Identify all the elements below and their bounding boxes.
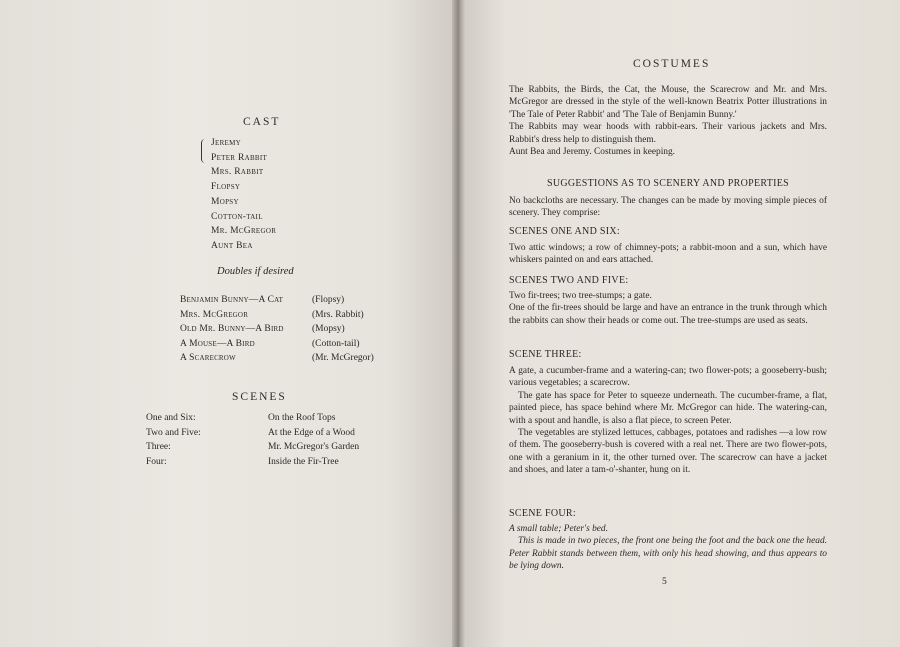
scene-row: [146, 426, 359, 441]
doubles-row: [180, 308, 374, 323]
double-actor: (Mopsy): [312, 324, 345, 334]
doubles-row: [180, 293, 374, 308]
double-role: Mrs. McGregor: [180, 309, 249, 320]
scene-setting: Mr. McGregor's Garden: [268, 442, 360, 453]
scene-label: Four:: [146, 456, 167, 467]
scene-label: Two and Five:: [146, 427, 201, 438]
scene-row: [146, 455, 359, 470]
scene-paragraph: The vegetables are stylized lettuces, cabbages, potatoes and radishes —a low row of them. The gooseberry-bush is covered with a real net. There are two flower-pots, one with a geranium in it, the other turned over. The scarecrow can have a jacket and shoes, and later a tam-o'-shanter, hung on it.: [509, 428, 827, 476]
doubles-row: [180, 337, 374, 352]
cast-list: [211, 136, 276, 254]
cast-heading: CAST: [243, 116, 281, 128]
scene-four-heading: SCENE FOUR:: [509, 508, 576, 519]
scene-four-text: [509, 523, 827, 573]
scene-row: [146, 411, 359, 426]
double-actor: (Cotton-tail): [312, 338, 360, 349]
scene-label: Three:: [146, 442, 171, 453]
scene-three-text: [509, 365, 827, 477]
double-actor: (Mrs. Rabbit): [312, 309, 364, 320]
double-role: A Scarecrow: [180, 353, 236, 363]
costumes-text: [509, 84, 827, 158]
suggestions-paragraph: No backcloths are necessary. The changes can be made by moving simple pieces of scenery. They comprise:: [509, 196, 827, 219]
costumes-paragraph: The Rabbits, the Birds, the Cat, the Mouse, the Scarecrow and Mr. and Mrs. McGregor are dressed in the style of the well-known Beatrix Potter illustrations in 'The Tale of Peter Rabbit' and 'The Tale of Benjamin Bunny.': [509, 85, 827, 120]
scene-paragraph: This is made in two pieces, the front one being the foot and the back one the head. Peter Rabbit stands between them, with only his head showing, and thus appears to be lying down.: [509, 536, 827, 572]
cast-item: Mr. McGregor: [211, 226, 277, 237]
cast-item: Jeremy: [211, 138, 241, 148]
scene-two-five-heading: SCENES TWO AND FIVE:: [509, 275, 629, 286]
scene-label: One and Six:: [146, 413, 196, 423]
double-role: Benjamin Bunny—A Cat: [180, 295, 284, 305]
double-role: A Mouse—A Bird: [180, 338, 255, 349]
scenes-heading: SCENES: [232, 391, 287, 403]
scene-three-heading: SCENE THREE:: [509, 349, 582, 360]
scene-two-five-text: [509, 290, 827, 327]
book-gutter: [452, 0, 466, 647]
scene-paragraph: Two fir-trees; two tree-stumps; a gate.: [509, 291, 652, 301]
scene-row: [146, 440, 359, 455]
cast-brace: [201, 139, 207, 163]
suggestions-heading: SUGGESTIONS AS TO SCENERY AND PROPERTIES: [546, 178, 790, 189]
scene-one-six-heading: SCENES ONE AND SIX:: [509, 226, 620, 237]
doubles-row: [180, 322, 374, 337]
scene-setting: On the Roof Tops: [268, 413, 336, 423]
cast-item: Flopsy: [211, 182, 241, 193]
double-actor: (Flopsy): [312, 295, 345, 305]
doubles-title: Doubles if desired: [217, 266, 294, 277]
scene-paragraph: A small table; Peter's bed.: [509, 524, 608, 534]
cast-item: Mrs. Rabbit: [211, 167, 264, 178]
scene-paragraph: Two attic windows; a row of chimney-pots; a rabbit-moon and a sun, which have whiskers painted on and ears attached.: [509, 243, 827, 266]
scene-paragraph: A gate, a cucumber-frame and a watering-can; two flower-pots; a gooseberry-bush; various vegetables; a scarecrow.: [509, 366, 827, 389]
doubles-list: [180, 293, 374, 366]
cast-item: Cotton-tail: [211, 211, 263, 222]
scenes-list: [146, 411, 359, 469]
cast-item: Mopsy: [211, 196, 239, 207]
double-actor: (Mr. McGregor): [312, 353, 374, 363]
scene-paragraph: One of the fir-trees should be large and have an entrance in the trunk through which the rabbits can show their heads or come out. The tree-stumps are used as seats.: [509, 303, 827, 326]
double-role: Old Mr. Bunny—A Bird: [180, 324, 284, 334]
cast-item: Peter Rabbit: [211, 152, 268, 163]
scene-one-six-text: [509, 242, 827, 267]
costumes-paragraph: Aunt Bea and Jeremy. Costumes in keeping.: [509, 147, 676, 158]
costumes-paragraph: The Rabbits may wear hoods with rabbit-ears. Their various jackets and Mrs. Rabbit's dress help to distinguish them.: [509, 122, 827, 145]
scene-setting: Inside the Fir-Tree: [268, 456, 339, 467]
scene-setting: At the Edge of a Wood: [268, 427, 355, 438]
doubles-row: [180, 351, 374, 366]
page-number: 5: [662, 577, 667, 587]
scene-paragraph: The gate has space for Peter to squeeze underneath. The cucumber-frame, a flat, painted piece, has space behind where Mr. McGregor can hide. The watering-can, with a spout and handle, is also a flat piece, to screen Peter.: [509, 390, 827, 426]
costumes-heading: COSTUMES: [633, 58, 711, 70]
cast-item: Aunt Bea: [211, 240, 253, 251]
suggestions-text: [509, 195, 827, 220]
